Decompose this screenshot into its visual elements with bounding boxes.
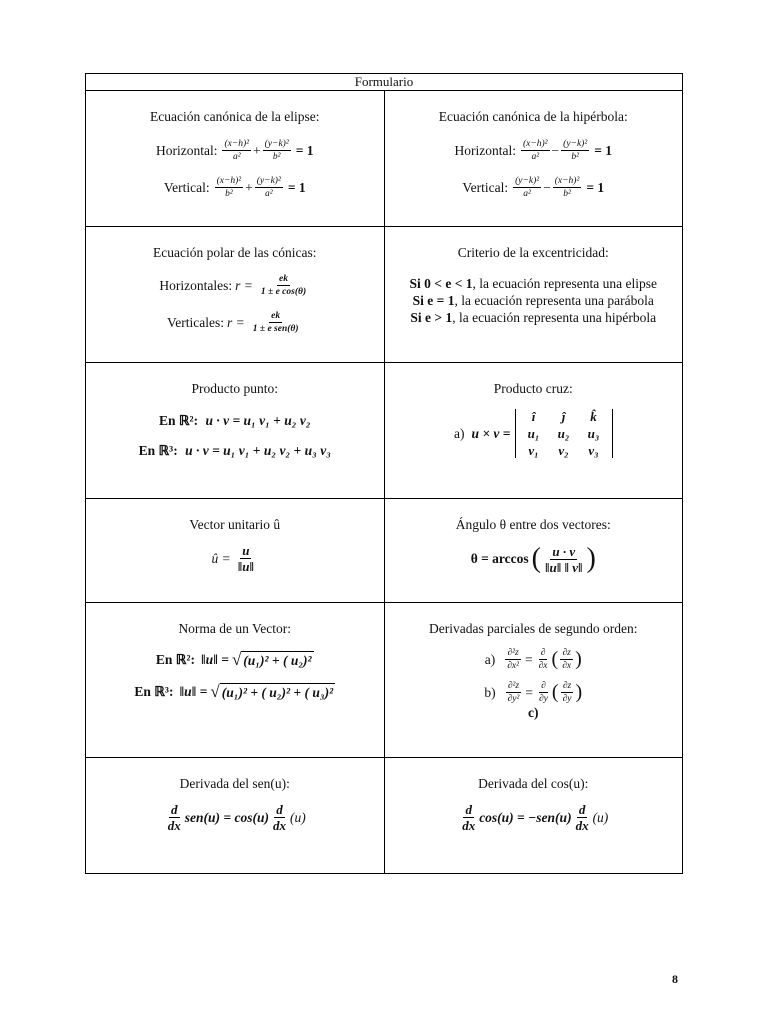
partials-title: Derivadas parciales de segundo orden: (429, 621, 638, 636)
cell-deriv-sen (86, 758, 385, 874)
deriv-cos-eq: $\frac{d}{dx}$ cos(u) = −sen(u) $\frac{d}{dx}$ (u) (462, 802, 609, 833)
cell-ellipse (86, 91, 385, 227)
eccentricity-line: Si e > 1, la ecuación representa una hipérbola (410, 310, 657, 325)
cell-deriv-cos (384, 758, 683, 874)
cell-norm (86, 603, 385, 758)
norm-r2-eq: En ℝ²: ‖u‖ = √ (u₁)² + ( u₂)² (155, 650, 312, 669)
polar-horizontal-eq: Horizontales: r = $\frac{ek}{\text{1 ± e cos(θ)}}$ (159, 274, 307, 297)
partials-b-eq: b) $\frac{\text{∂²z}}{\text{∂y²}}$ = $\frac{\partial}{\partial y}$ ( $\frac{\partial z}{\partial y}$ ) (484, 681, 583, 704)
dot-title: Producto punto: (191, 381, 279, 396)
norm-r3-eq: En ℝ³: ‖u‖ = √ (u₁)² + ( u₂)² + ( u₃)² (134, 682, 334, 701)
cell-unit-vector (86, 499, 385, 603)
cell-eccentricity (384, 227, 683, 363)
cell-cross-product (384, 363, 683, 499)
cell-polar (86, 227, 385, 363)
partials-a-eq: a) $\frac{\text{∂²z}}{\text{∂x²}}$ = $\frac{\partial}{\partial x}$ ( $\frac{\partial z}{\partial x}$ ) (484, 648, 582, 671)
eccentricity-line: Si 0 < e < 1, la ecuación representa una elipse (409, 276, 657, 291)
hyperbola-title: Ecuación canónica de la hipérbola: (438, 109, 628, 124)
formula-table (85, 73, 683, 874)
page-number: 8 (672, 972, 678, 986)
hyperbola-horizontal-eq: Horizontal: $\frac{\text{(x−h)²}}{\text{a²}}$ − $\frac{\text{(y−k)²}}{\text{b²}}$ = 1 (454, 139, 613, 162)
polar-title: Ecuación polar de las cónicas: (153, 245, 317, 260)
cross-title: Producto cruz: (493, 381, 573, 396)
deriv-sen-eq: $\frac{d}{dx}$ sen(u) = cos(u) $\frac{d}{dx}$ (u) (167, 802, 306, 833)
table-header: Formulario (86, 74, 683, 91)
ellipse-horizontal-eq: Horizontal: $\frac{\text{(x−h)²}}{\text{a²}}$ + $\frac{\text{(y−k)²}}{\text{b²}}$ = 1 (155, 139, 314, 162)
eccentricity-title: Criterio de la excentricidad: (457, 245, 609, 260)
cell-dot-product (86, 363, 385, 499)
ellipse-vertical-eq: Vertical: $\frac{\text{(x−h)²}}{\text{b²}}$ + $\frac{\text{(y−k)²}}{\text{a²}}$ = 1 (163, 176, 306, 199)
polar-vertical-eq: Verticales: r = $\frac{ek}{\text{1 ± e sen(θ)}}$ (167, 311, 299, 334)
ellipse-title: Ecuación canónica de la elipse: (150, 109, 320, 124)
deriv-sen-title: Derivada del sen(u): (179, 776, 290, 791)
unit-title: Vector unitario û (189, 517, 281, 532)
eccentricity-lines (385, 275, 683, 326)
cell-partials (384, 603, 683, 758)
hyperbola-vertical-eq: Vertical: $\frac{\text{(y−k)²}}{\text{a²}}$ − $\frac{\text{(x−h)²}}{\text{b²}}$ = 1 (462, 176, 605, 199)
angle-eq: θ = arccos ( $\frac{u \cdot v}{‖u‖ ‖ v‖}$ ) (470, 543, 596, 575)
deriv-cos-title: Derivada del cos(u): (478, 776, 589, 791)
cross-eq: a) u × v = î ĵ k̂ u₁ u₂ u₃ v₁ v₂ v₃ (385, 409, 683, 458)
formulario-sheet (85, 73, 683, 874)
cell-hyperbola (384, 91, 683, 227)
angle-title: Ángulo θ entre dos vectores: (455, 517, 611, 532)
eccentricity-line: Si e = 1, la ecuación representa una parábola (412, 293, 654, 308)
partials-c-label: c) (528, 705, 539, 720)
dot-r2-eq: En ℝ²: u · v = u₁ v₁ + u₂ v₂ (158, 413, 311, 428)
unit-eq: û = $\frac{u}{‖u‖}$ (211, 543, 254, 574)
norm-title: Norma de un Vector: (178, 621, 292, 636)
dot-r3-eq: En ℝ³: u · v = u₁ v₁ + u₂ v₂ + u₃ v₃ (138, 443, 331, 458)
cell-angle (384, 499, 683, 603)
cross-determinant: î ĵ k̂ u₁ u₂ u₃ v₁ v₂ v₃ (515, 409, 613, 458)
